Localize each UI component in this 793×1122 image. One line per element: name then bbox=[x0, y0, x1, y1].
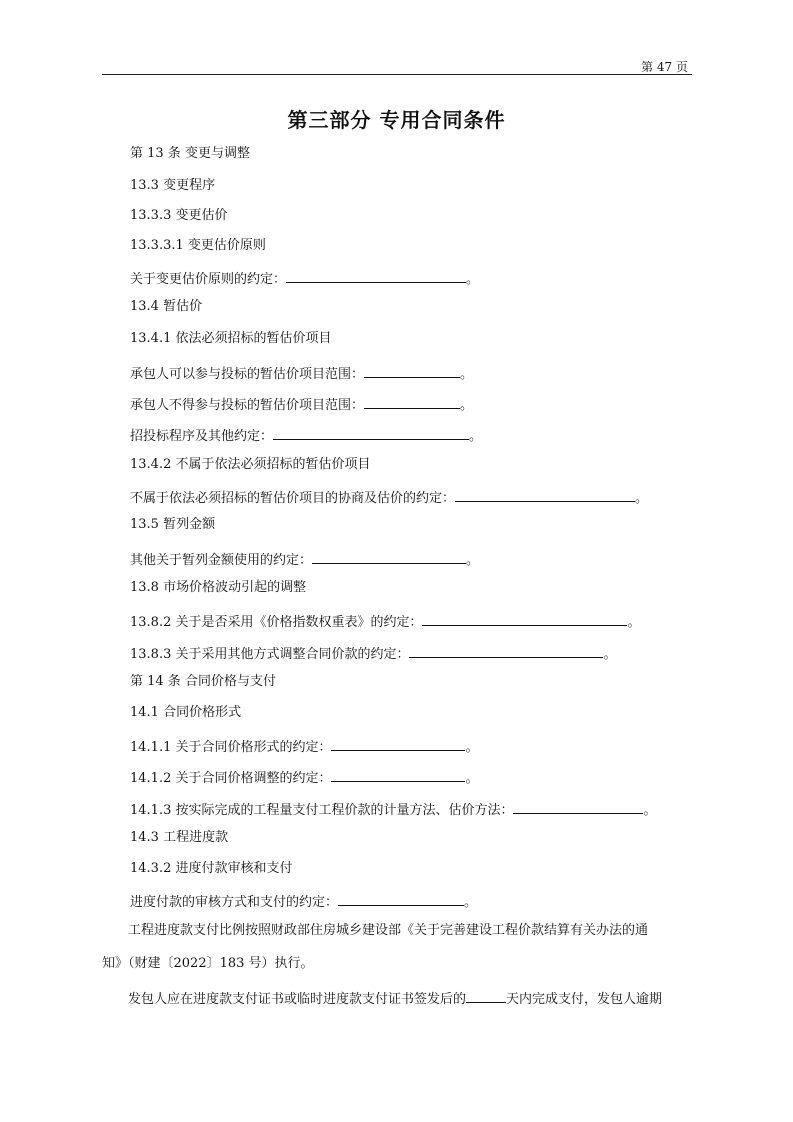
blank-field[interactable] bbox=[409, 643, 603, 658]
clause-heading: 13.5 暂列金额 bbox=[130, 517, 216, 532]
clause-heading: 13.3.3 变更估价 bbox=[130, 208, 228, 223]
paragraph-continuation: 知》（财建〔2022〕183 号）执行。 bbox=[102, 956, 314, 971]
clause-heading: 13.3.3.1 变更估价原则 bbox=[130, 238, 266, 253]
clause-heading: 13.4 暂估价 bbox=[130, 299, 203, 314]
clause-heading: 14.3 工程进度款 bbox=[130, 830, 229, 845]
blank-field[interactable] bbox=[338, 891, 464, 906]
clause-heading: 14.3.2 进度付款审核和支付 bbox=[130, 861, 293, 876]
days-blank-field[interactable] bbox=[466, 988, 506, 1003]
paragraph: 发包人应在进度款支付证书或临时进度款支付证书签发后的 天内完成支付，发包人逾期 bbox=[102, 988, 692, 1009]
page-header bbox=[102, 60, 692, 75]
blank-field[interactable] bbox=[513, 799, 643, 814]
fill-in-line: 关于变更估价原则的约定： 。 bbox=[130, 268, 479, 289]
fill-in-line: 进度付款的审核方式和支付的约定： 。 bbox=[130, 891, 477, 912]
blank-field[interactable] bbox=[273, 425, 469, 440]
fill-in-line: 其他关于暂列金额使用的约定： 。 bbox=[130, 549, 479, 570]
section-title: 第三部分 专用合同条件 bbox=[287, 108, 506, 132]
blank-field[interactable] bbox=[331, 736, 465, 751]
fill-in-line: 承包人不得参与投标的暂估价项目范围： 。 bbox=[130, 394, 473, 415]
blank-field[interactable] bbox=[364, 363, 460, 378]
paragraph: 工程进度款支付比例按照财政部住房城乡建设部《关于完善建设工程价款结算有关办法的通 bbox=[128, 923, 649, 938]
clause-heading: 13.4.2 不属于依法必须招标的暂估价项目 bbox=[130, 457, 371, 472]
blank-field[interactable] bbox=[312, 549, 466, 564]
blank-field[interactable] bbox=[286, 268, 466, 283]
blank-field[interactable] bbox=[455, 487, 635, 502]
blank-field[interactable] bbox=[364, 394, 460, 409]
blank-field[interactable] bbox=[331, 767, 465, 782]
fill-in-line: 不属于依法必须招标的暂估价项目的协商及估价的约定： 。 bbox=[130, 487, 648, 508]
clause-heading: 13.4.1 依法必须招标的暂估价项目 bbox=[130, 331, 332, 346]
clause-heading: 第 13 条 变更与调整 bbox=[130, 146, 250, 161]
blank-field[interactable] bbox=[422, 611, 627, 626]
clause-heading: 13.8 市场价格波动引起的调整 bbox=[130, 580, 307, 595]
fill-in-line: 14.1.1 关于合同价格形式的约定： 。 bbox=[130, 736, 479, 757]
fill-in-line: 14.1.2 关于合同价格调整的约定： 。 bbox=[130, 767, 479, 788]
clause-heading: 13.3 变更程序 bbox=[130, 178, 216, 193]
fill-in-line: 13.8.3 关于采用其他方式调整合同价款的约定： 。 bbox=[130, 643, 617, 664]
clause-heading: 14.1 合同价格形式 bbox=[130, 705, 242, 720]
page-number: 第 47 页 bbox=[641, 60, 688, 74]
fill-in-line: 承包人可以参与投标的暂估价项目范围： 。 bbox=[130, 363, 473, 384]
fill-in-line: 14.1.3 按实际完成的工程量支付工程价款的计量方法、估价方法： 。 bbox=[130, 799, 657, 820]
fill-in-line: 招投标程序及其他约定： 。 bbox=[130, 425, 482, 446]
clause-heading: 第 14 条 合同价格与支付 bbox=[130, 674, 276, 689]
fill-in-line: 13.8.2 关于是否采用《价格指数权重表》的约定： 。 bbox=[130, 611, 641, 632]
